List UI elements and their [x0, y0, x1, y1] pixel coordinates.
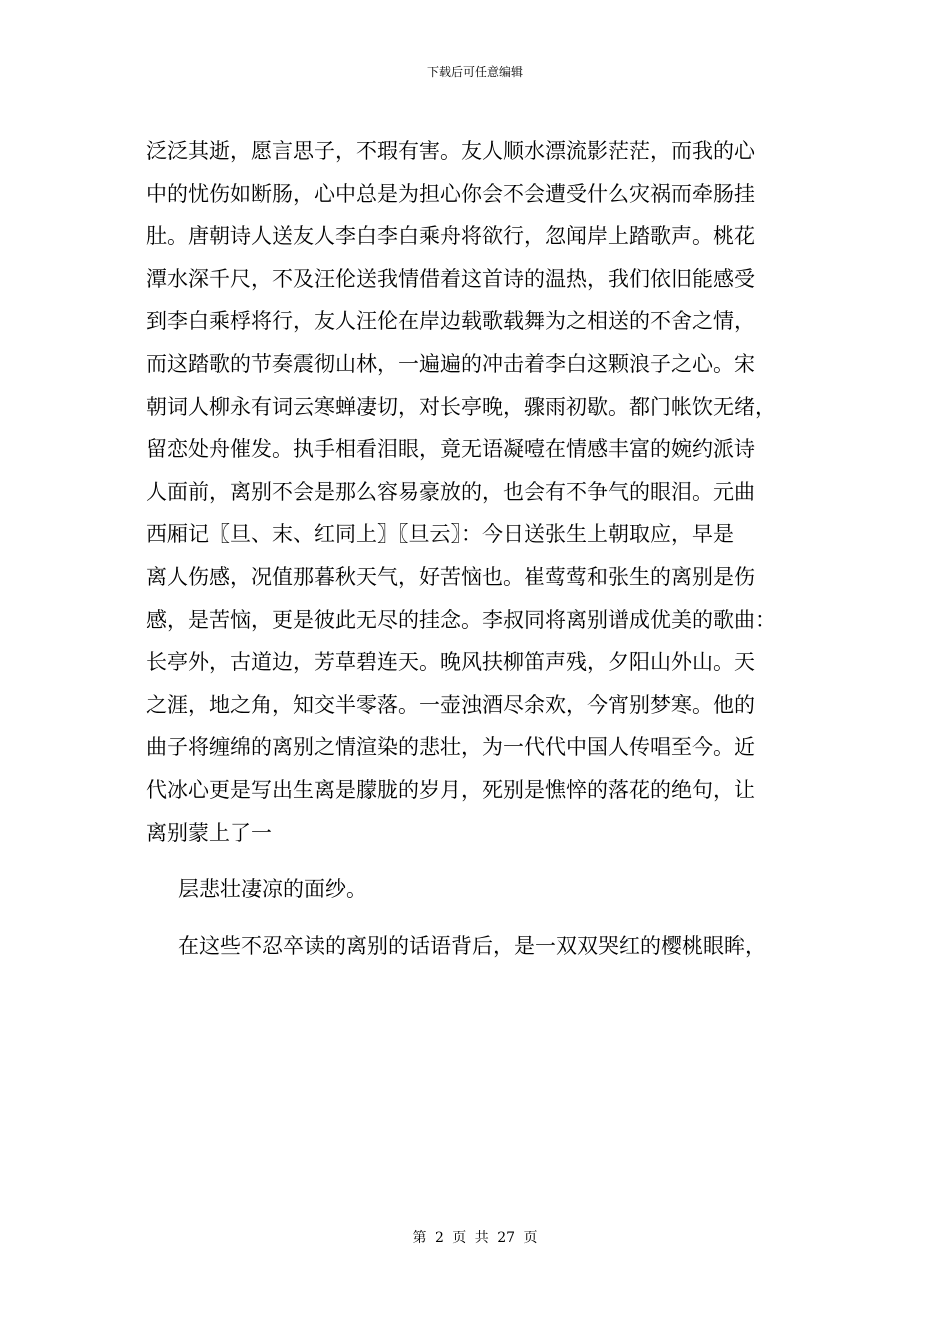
text-line: 朝词人柳永有词云寒蝉凄切，对长亭晚，骤雨初歇。都门帐饮无绪， — [146, 394, 776, 419]
text-line: 到李白乘桴将行，友人汪伦在岸边载歌载舞为之相送的不舍之情， — [146, 309, 755, 334]
text-line: 而这踏歌的节奏震彻山林，一遍遍的冲击着李白这颗浪子之心。宋 — [146, 351, 755, 376]
text-line: 留恋处舟催发。执手相看泪眼，竟无语凝噎在情感丰富的婉约派诗 — [146, 437, 755, 462]
paragraph-3: 在这些不忍卒读的离别的话语背后，是一双双哭红的樱桃眼眸， — [178, 933, 766, 958]
text-line: 肚。唐朝诗人送友人李白李白乘舟将欲行，忽闻岸上踏歌声。桃花 — [146, 224, 755, 249]
text-line: 西厢记〖旦、末、红同上〗〖旦云〗：今日送张生上朝取应，早是 — [146, 522, 734, 547]
page-footer: 第 2 页 共 27 页 — [412, 1230, 538, 1246]
text-line: 之涯，地之角，知交半零落。一壶浊酒尽余欢，今宵别梦寒。他的 — [146, 692, 755, 717]
text-line: 曲子将缠绵的离别之情渲染的悲壮，为一代代中国人传唱至今。近 — [146, 735, 755, 760]
text-line: 中的忧伤如断肠，心中总是为担心你会不会遭受什么灾祸而牵肠挂 — [146, 181, 755, 206]
text-line: 离人伤感，况值那暮秋天气，好苦恼也。崔莺莺和张生的离别是伤 — [146, 564, 755, 589]
text-line: 离别蒙上了一 — [146, 820, 272, 845]
main-paragraph — [146, 130, 826, 854]
text-line: 泛泛其逝，愿言思子，不瑕有害。友人顺水漂流影茫茫，而我的心 — [146, 139, 755, 163]
text-line: 人面前，离别不会是那么容易豪放的，也会有不争气的眼泪。元曲 — [146, 479, 755, 504]
page-header: 下载后可任意编辑 — [426, 65, 523, 79]
text-line: 长亭外，古道边，芳草碧连天。晚风扶柳笛声残，夕阳山外山。天 — [146, 650, 755, 675]
text-line: 潭水深千尺，不及汪伦送我情借着这首诗的温热，我们依旧能感受 — [146, 266, 755, 291]
text-line: 感，是苦恼，更是彼此无尽的挂念。李叔同将离别谱成优美的歌曲： — [146, 607, 776, 632]
document-body — [146, 130, 826, 967]
paragraph-2: 层悲壮凄凉的面纱。 — [178, 877, 367, 902]
text-line: 代冰心更是写出生离是朦胧的岁月，死别是憔悴的落花的绝句，让 — [146, 777, 755, 802]
